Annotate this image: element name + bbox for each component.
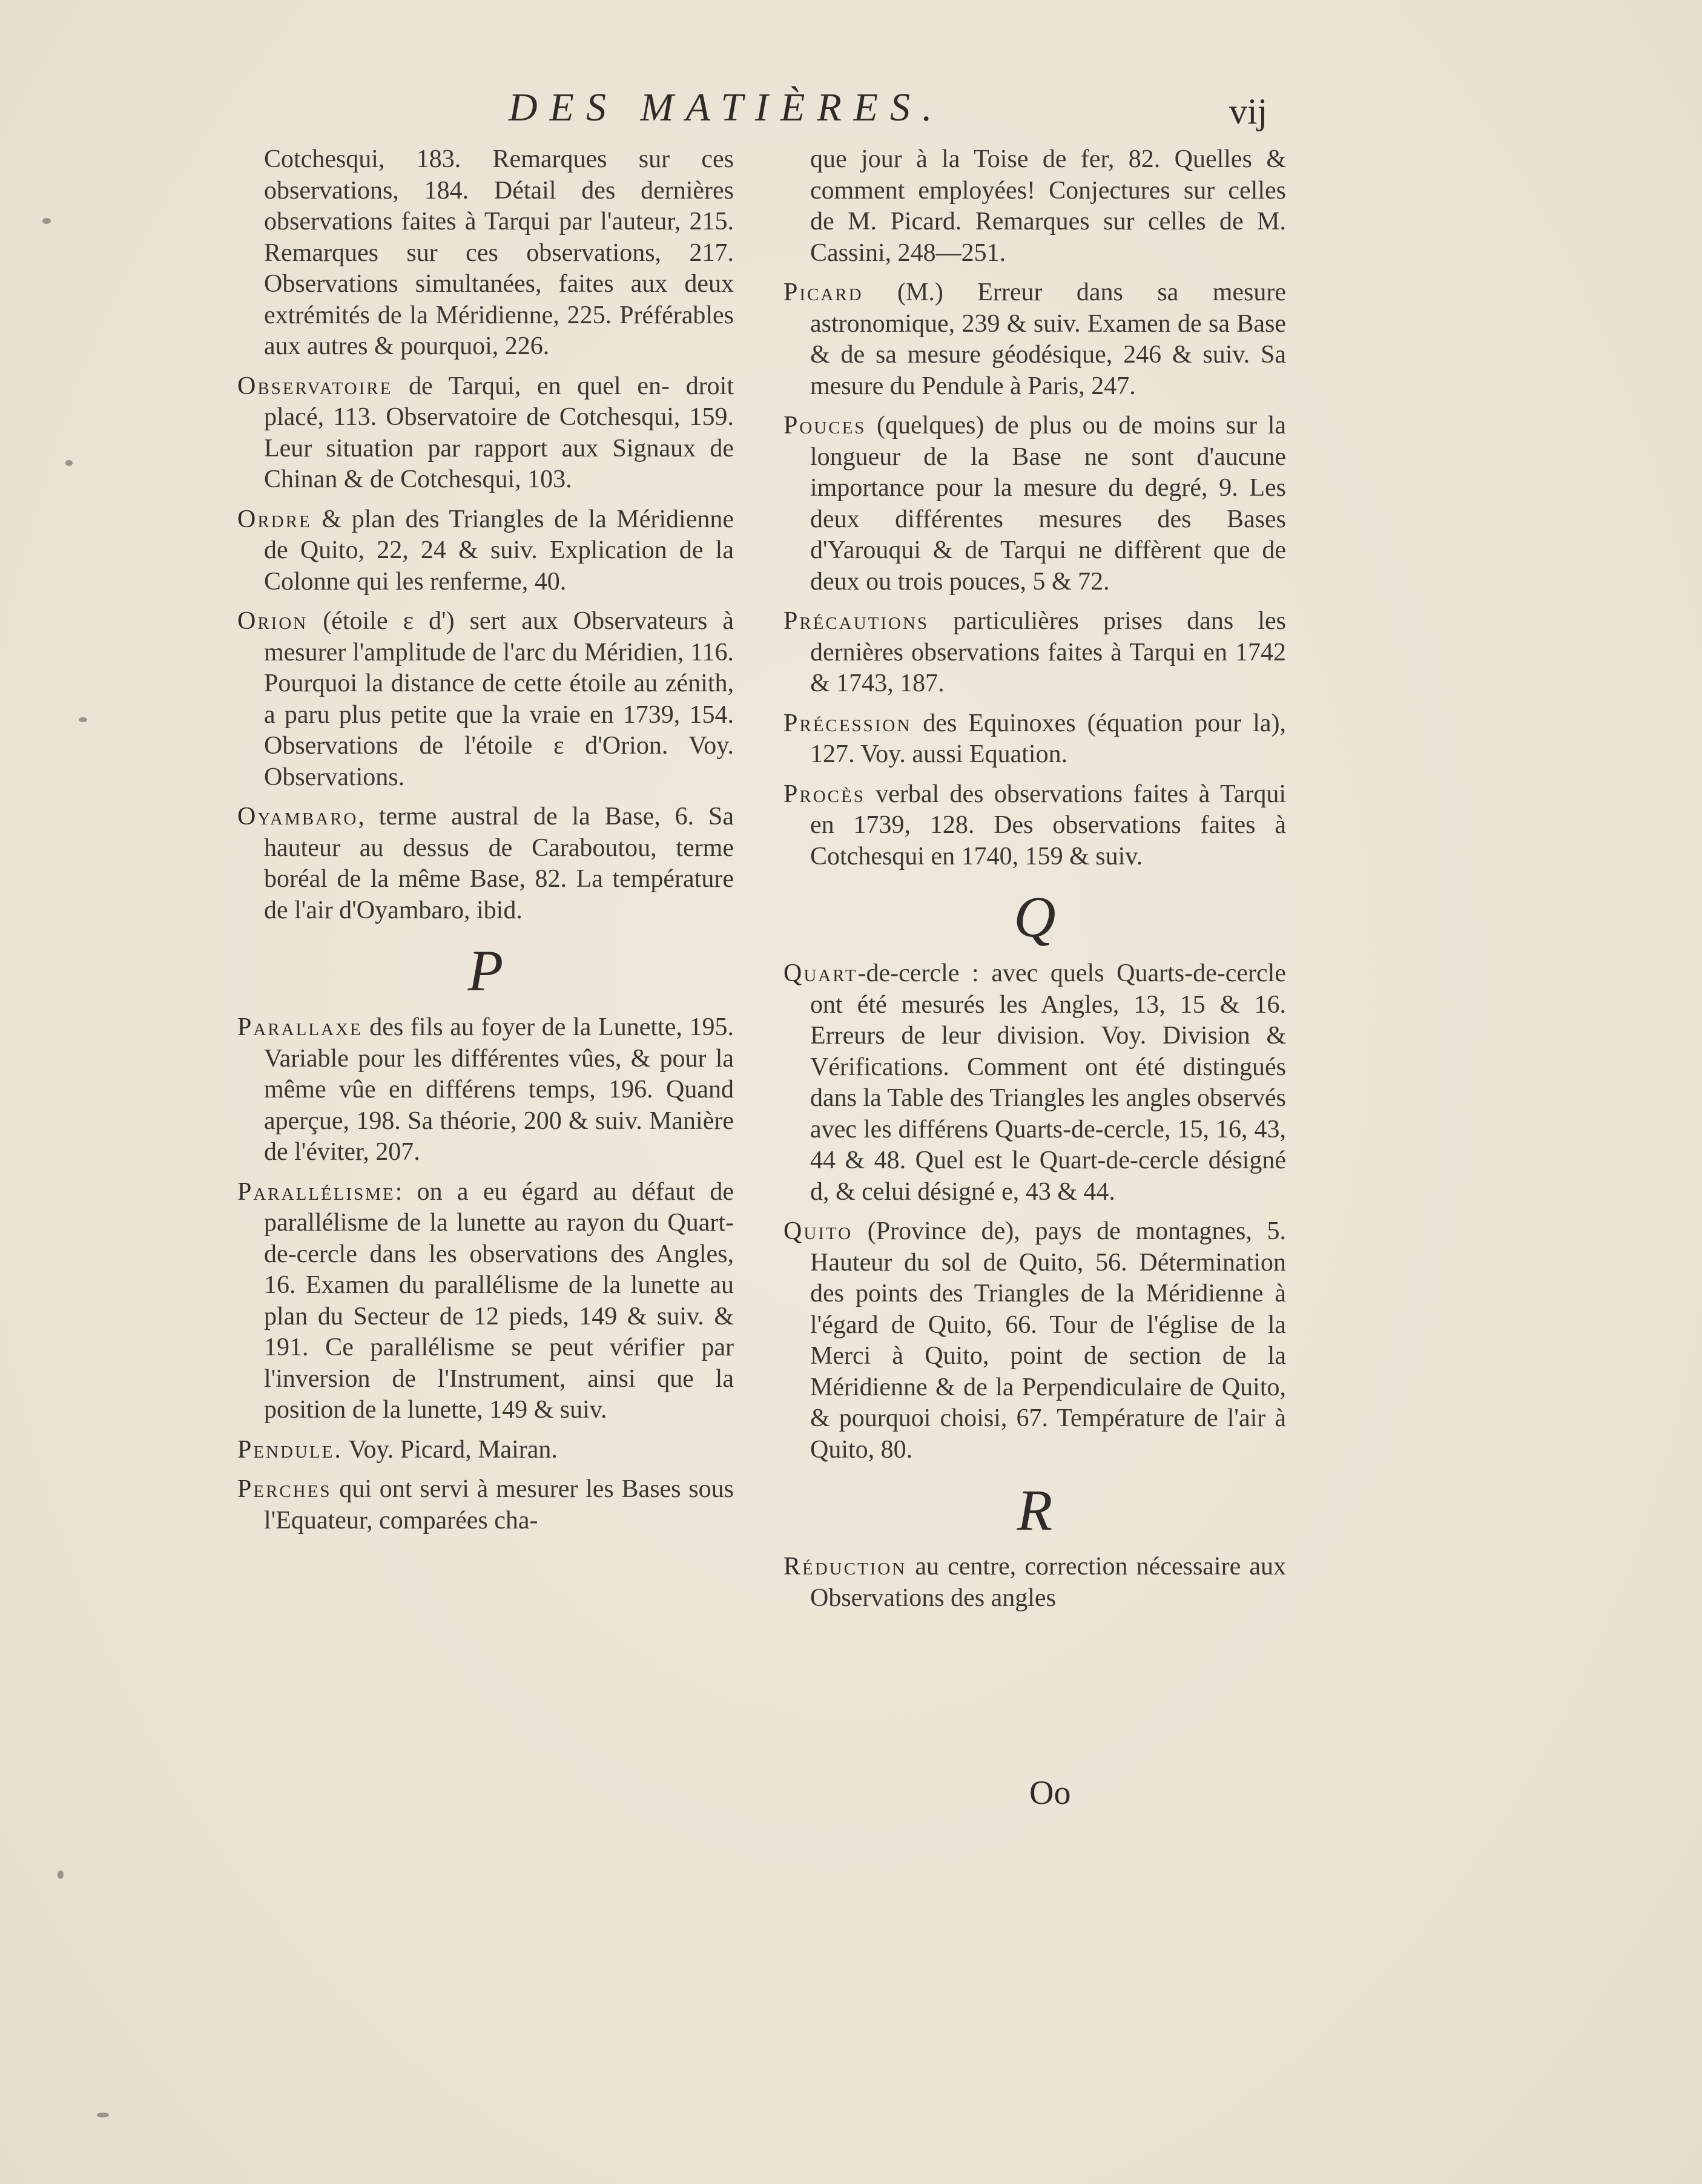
- section-letter-p: P: [467, 938, 504, 1003]
- index-entry-observatoire: [237, 371, 734, 496]
- section-letter-q: Q: [1014, 884, 1056, 949]
- index-entry-quito: [783, 1216, 1286, 1465]
- entry-text: des Equinoxes (équation pour la), 127. Voy. aussi Equation.: [810, 709, 1287, 768]
- catchword: Oo: [1029, 1774, 1071, 1812]
- paper-speck: [79, 717, 87, 722]
- headword: Pendule.: [237, 1435, 343, 1464]
- entry-text: , terme austral de la Base, 6. Sa hauteur au dessus de Caraboutou, terme boréal de la même Base, 82. La température de l'air d'Oyambaro, ibid.: [264, 803, 734, 924]
- headword: Orion: [237, 607, 308, 635]
- entry-text: des fils au foyer de la Lunette, 195. Variable pour les différentes vûes, & pour la même vûe en différens temps, 196. Quand aperçue, 198. Sa théorie, 200 & suiv. Manière de l'éviter, 207.: [264, 1013, 734, 1166]
- index-entry-perches: [237, 1474, 734, 1536]
- index-entry-reduction: [783, 1551, 1286, 1614]
- index-entry-pouces: [783, 410, 1286, 597]
- headword: Parallélisme: [237, 1177, 395, 1206]
- headword: Précession: [783, 709, 912, 737]
- page-number: vij: [1229, 91, 1268, 131]
- paper-speck: [97, 2113, 109, 2117]
- headword: Procès: [783, 780, 865, 808]
- entry-text: -de-cercle : avec quels Quarts-de-cercle ont été mesurés les Angles, 13, 15 & 16. Erreurs de leur division. Voy. Division & Vérifications. Comment ont été distingués dans la Table des Triangles les angles observés avec les différens Quarts-de-cercle, 15, 16, 43, 44 & 48. Quel est le Quart-de-cercle désigné d, & celui désigné e, 43 & 44.: [810, 959, 1286, 1206]
- headword: Perches: [237, 1475, 332, 1503]
- entry-text: (M.) Erreur dans sa mesure astronomique, 239 & suiv. Examen de sa Base & de sa mesure géodésique, 246 & suiv. Sa mesure du Pendule à Paris, 247.: [810, 278, 1286, 400]
- section-letter-r: R: [1017, 1478, 1053, 1542]
- headword: Oyambaro: [237, 803, 358, 831]
- headword: Ordre: [237, 505, 312, 533]
- left-column: [237, 144, 734, 1545]
- index-entry-picard: [783, 277, 1286, 402]
- headword: Parallaxe: [237, 1013, 363, 1041]
- entry-text: droit placé, 113. Observatoire de Cotchesqui, 159. Leur situation par rapport aux Signaux de Chinan & de Cotchesqui, 103.: [264, 372, 734, 493]
- entry-text: particulières prises dans les dernières observations faites à Tarqui en 1742 & 1743, 187.: [810, 607, 1287, 697]
- headword: Réduction: [783, 1553, 907, 1580]
- index-entry-precession: [783, 708, 1286, 771]
- index-entry-quart: [783, 958, 1286, 1208]
- entry-text: au centre, correction nécessaire aux Observations des angles: [810, 1553, 1286, 1612]
- entry-text: (quelques) de plus ou de moins sur la longueur de la Base ne sont d'aucune importance pour la mesure du degré, 9. Les deux différentes mesures des Bases d'Yarouqui & de Tarqui ne diffèrent que de deux ou trois pouces, 5 & 72.: [810, 412, 1287, 596]
- index-entry-parallaxe: [237, 1012, 734, 1168]
- paper-speck: [58, 1870, 64, 1879]
- index-entry-ordre: [237, 504, 734, 598]
- right-column: [783, 144, 1286, 1622]
- running-title: DES MATIÈRES.: [509, 85, 945, 130]
- entry-text: (étoile ε d') sert aux Observateurs à mesurer l'amplitude de l'arc du Méridien, 116. Pourquoi la distance de cette étoile au zénith, a paru plus petite que la vraie en 1739, 154. Observations de l'étoile ε d'Orion. Voy. Observations.: [264, 607, 734, 791]
- index-entry: Cotchesqui, 183. Remarques sur ces observations, 184. Détail des dernières observations faites à Tarqui par l'auteur, 215. Remarques sur ces observations, 217. Observations simultanées, faites aux deux extrémités de la Méridienne, 225. Préférables aux autres & pourquoi, 226.: [264, 145, 734, 360]
- headword: Précautions: [783, 607, 929, 635]
- paper-speck: [65, 460, 73, 466]
- index-entry: que jour à la Toise de fer, 82. Quelles & comment employées! Conjectures sur celles de M. Picard. Remarques sur celles de M. Cassini, 248—251.: [810, 145, 1286, 267]
- entry-text: (Province de), pays de montagnes, 5. Hauteur du sol de Quito, 56. Détermination des points des Triangles de la Méridienne à l'égard de Quito, 66. Tour de l'église de la Merci à Quito, point de section de la Méridienne & de la Perpendiculaire de Quito, & pourquoi choisi, 67. Température de l'air à Quito, 80.: [810, 1217, 1286, 1464]
- entry-text: qui ont servi à mesurer les Bases sous l'Equateur, comparées cha-: [264, 1475, 734, 1534]
- entry-text: : on a eu égard au défaut de parallélisme de la lunette au rayon du Quart-de-cercle dans les observations des Angles, 16. Examen du parallélisme de la lunette au plan du Secteur de 12 pieds, 149 & suiv. & 191. Ce parallélisme se peut vérifier par l'inversion de l'Instrument, ainsi que la position de la lunette, 149 & suiv.: [264, 1177, 734, 1424]
- index-entry-pendule: [237, 1435, 734, 1466]
- entry-text: de Tarqui, en quel en-: [409, 372, 670, 400]
- entry-text: & plan des Triangles de la Méridienne de Quito, 22, 24 & suiv. Explication de la Colonne qui les renferme, 40.: [264, 505, 734, 596]
- index-entry-precautions: [783, 606, 1286, 700]
- index-entry-proces: [783, 779, 1286, 873]
- headword: Quart: [783, 959, 858, 987]
- headword: Pouces: [783, 412, 866, 439]
- headword: Observatoire: [237, 372, 393, 400]
- entry-text: verbal des observations faites à Tarqui en 1739, 128. Des observations faites à Cotchesqui en 1740, 159 & suiv.: [810, 780, 1287, 870]
- index-entry-oyambaro: [237, 801, 734, 926]
- entry-text: Voy. Picard, Mairan.: [348, 1435, 558, 1464]
- index-entry-orion: [237, 606, 734, 793]
- headword: Quito: [783, 1217, 853, 1245]
- headword: Picard: [783, 278, 863, 306]
- index-entry-parallelisme: [237, 1177, 734, 1426]
- paper-speck: [42, 218, 51, 224]
